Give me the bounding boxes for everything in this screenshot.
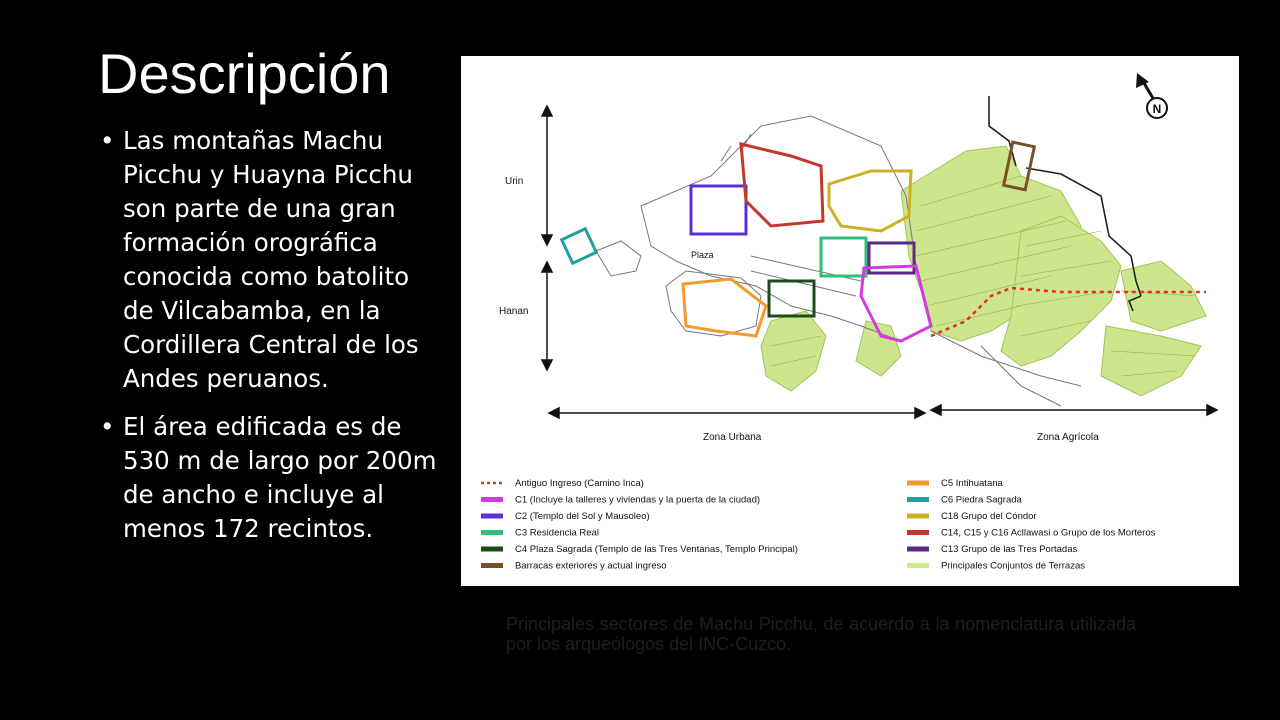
- slide-title: Descripción: [98, 42, 391, 105]
- zona-urbana-label: Zona Urbana: [703, 432, 762, 443]
- legend-item: [481, 528, 599, 539]
- legend-item: [907, 528, 1156, 539]
- legend-item: [481, 544, 798, 555]
- bullet-item: [98, 124, 443, 396]
- legend-item: [481, 495, 760, 506]
- bullet-glyph: •: [100, 126, 115, 155]
- sector-c2: [691, 186, 746, 234]
- legend-label: C3 Residencia Real: [515, 527, 599, 539]
- legend-item: [481, 561, 667, 572]
- bullet-text: Las montañas Machu Picchu y Huayna Picchu son parte de una gran formación orográfica conocida como batolito de Vilcabamba, en la Cordillera Central de los Andes peruanos.: [123, 126, 419, 393]
- sector-c18: [829, 171, 911, 231]
- legend-item: [481, 478, 644, 489]
- sector-c3: [821, 238, 866, 276]
- bullet-list: [98, 124, 443, 560]
- legend-label: C18 Grupo del Cóndor: [941, 511, 1037, 522]
- legend-item: [481, 511, 650, 522]
- legend-label: C13 Grupo de las Tres Portadas: [941, 544, 1078, 555]
- legend-item: [907, 495, 1023, 506]
- bullet-glyph: •: [100, 412, 115, 441]
- hanan-label: Hanan: [499, 306, 529, 317]
- machu-picchu-map: [461, 56, 1239, 586]
- north-label: N: [1152, 102, 1162, 116]
- bullet-item: [98, 410, 443, 546]
- figure-caption: Principales sectores de Machu Picchu, de acuerdo a la nomenclatura utilizada por los arqueólogos del INC-Cuzco.: [506, 614, 1136, 654]
- sector-c13-c14: [741, 144, 823, 226]
- bullet-text: El área edificada es de 530 m de largo por 200m de ancho e incluye al menos 172 recintos.: [123, 412, 437, 543]
- legend-label: Antiguo Ingreso (Camino Inca): [515, 478, 644, 489]
- legend-item: [907, 561, 1085, 572]
- plaza-label: Plaza: [691, 250, 714, 260]
- sector-c5: [683, 279, 766, 336]
- legend-label: C6 Piedra Sagrada: [941, 494, 1022, 506]
- legend-label: Barracas exteriores y actual ingreso: [515, 560, 667, 572]
- north-arrow-icon: [1136, 73, 1167, 118]
- legend-label: Principales Conjuntos de Terrazas: [941, 560, 1085, 572]
- legend-label: C1 (Incluye la talleres y viviendas y la puerta de la ciudad): [515, 494, 761, 506]
- legend-item: [907, 511, 1037, 522]
- machu-picchu-map-figure: [461, 56, 1239, 586]
- zona-agricola-label: Zona Agrícola: [1037, 432, 1099, 443]
- sector-c4: [769, 281, 814, 316]
- legend-item: [907, 544, 1077, 555]
- sector-c6: [562, 229, 597, 264]
- map-legend: [481, 478, 1156, 572]
- legend-item: [907, 478, 1004, 489]
- urin-label: Urin: [505, 176, 524, 187]
- legend-label: C14, C15 y C16 Acllawasi o Grupo de los Morteros: [941, 527, 1156, 539]
- legend-label: C5 Intihuatana: [941, 478, 1003, 489]
- legend-label: C4 Plaza Sagrada (Templo de las Tres Ventanas, Templo Principal): [515, 544, 798, 555]
- legend-label: C2 (Templo del Sol y Mausoleo): [515, 511, 650, 522]
